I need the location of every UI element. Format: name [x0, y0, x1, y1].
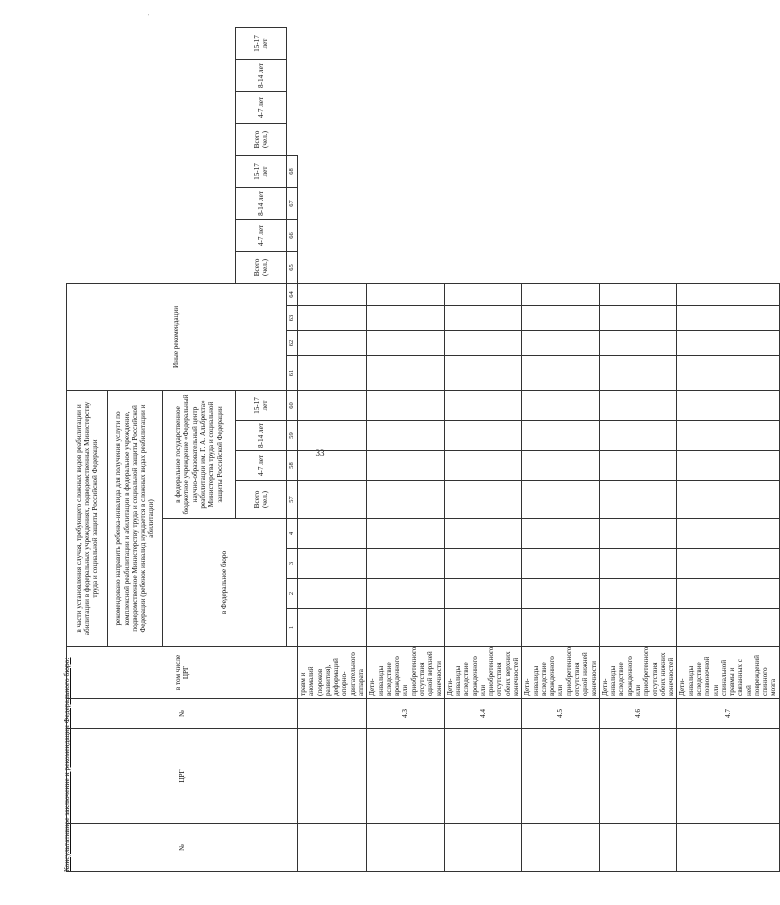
sub-total-1: Всего (чел.): [236, 481, 287, 519]
col-number: 61: [287, 355, 298, 390]
row-num: 4.6: [599, 699, 677, 729]
row-num: 4.5: [522, 699, 600, 729]
sub-total-3: Всего (чел.): [236, 124, 287, 156]
col-number: 3: [287, 549, 298, 579]
table-row: [677, 28, 779, 872]
row-category: Дети-инвалиды вследствие врожденного или приобретенного отсутствия одной нижней конечности: [522, 647, 600, 699]
col-number: 1: [287, 609, 298, 647]
col-number: 59: [287, 421, 298, 451]
table-row: [444, 28, 522, 872]
header-group-mid: рекомендовано направить ребенка-инвалида для получения услуги по комплексной реабилитации и абилитации в федеральное учреждение, подведомственное Министерству труда и социальной защиты Российской Федерации (ребенок инвалид нуждается в сложных видах реабилитации и абилитации): [108, 390, 163, 646]
sub-age3-1: 15-17 лет: [236, 390, 287, 420]
header-bureau: в Федеральное бюро: [163, 519, 287, 647]
col-number: 2: [287, 579, 298, 609]
header-num: №: [67, 824, 298, 872]
row-num: 4.3: [367, 699, 445, 729]
row-category: Дети-инвалиды вследствие врожденного или приобретенного отсутствия одной верхней конечности: [367, 647, 445, 699]
sub-age1-2: 4-7 лет: [236, 219, 287, 251]
row-category: Дети-инвалиды вследствие врожденного или приобретенного отсутствия обеих верхних конечностей: [444, 647, 522, 699]
sub-age3-3: 15-17 лет: [236, 28, 287, 60]
col-number: 65: [287, 251, 298, 283]
col-number: 60: [287, 390, 298, 420]
row-num: 4.7: [677, 699, 779, 729]
report-table: [66, 27, 780, 872]
table-row: [599, 28, 677, 872]
col-number: 58: [287, 451, 298, 481]
sub-age1-3: 4-7 лет: [236, 92, 287, 124]
row-category: Дети-инвалиды вследствие позвоночной или спинальной травмы и связанных с ней повреждений спинного мозга: [677, 647, 779, 699]
header-other: Иные рекомендации: [67, 283, 287, 390]
header-center: в федеральное государственное бюджетное учреждение «Федеральный научно-образовательный центр реабилитации им. Г. А. Альбрехта» Министерства труда и социальной защиты Российской Федерации: [163, 390, 236, 518]
header-crg: ЦРГ: [67, 729, 298, 824]
col-number: 4: [287, 519, 298, 549]
col-number: 66: [287, 219, 298, 251]
sub-age2-3: 8-14 лет: [236, 60, 287, 92]
sub-age1-1: 4-7 лет: [236, 451, 287, 481]
row-num: 4.4: [444, 699, 522, 729]
col-number: 57: [287, 481, 298, 519]
sub-total-2: Всего (чел.): [236, 251, 287, 283]
row-category: Дети-инвалиды вследствие врожденного или приобретенного отсутствия обеих нижних конечностей: [599, 647, 677, 699]
header-subnum: №: [67, 699, 298, 729]
table-row: [522, 28, 600, 872]
table-row: [298, 28, 367, 872]
row-num: [298, 699, 367, 729]
header-group-top: в части установления случая, требующего сложных видов реабилитации и абилитации в федеральных учреждениях, подведомственных Министерству труда и социальной защиты Российской Федерации: [67, 390, 108, 646]
col-number: 63: [287, 305, 298, 330]
page-number: 33: [315, 448, 325, 458]
header-crg-incl: в том числе ЦРГ: [67, 647, 298, 699]
col-number: 64: [287, 283, 298, 305]
col-number: 67: [287, 187, 298, 219]
row-category: травм и аномалий (пороков развития), деформаций опорно-двигательного аппарата: [298, 647, 367, 699]
sub-age2-2: 8-14 лет: [236, 187, 287, 219]
scan-mark: ': [148, 14, 150, 20]
report-title: Консультативное заключение и рекомендации Федерального бюро:: [62, 657, 71, 872]
col-number: 68: [287, 156, 298, 188]
sub-age3-2: 15-17 лет: [236, 156, 287, 188]
report-table-wrap: [66, 27, 778, 872]
col-number: 62: [287, 330, 298, 355]
sub-age2-1: 8-14 лет: [236, 421, 287, 451]
table-row: [367, 28, 445, 872]
